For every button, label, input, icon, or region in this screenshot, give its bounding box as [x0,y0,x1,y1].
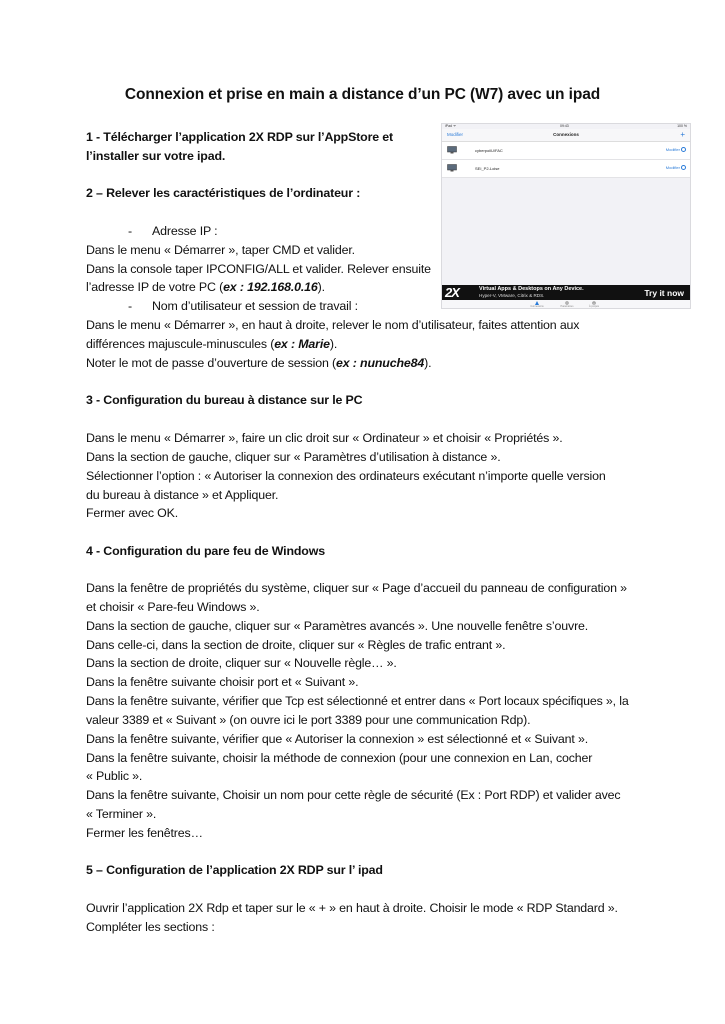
ipad-tab-settings[interactable] [555,301,579,308]
s4-heading: 4 - Configuration du pare feu de Windows [86,544,325,558]
ipad-banner-line-1: Virtual Apps & Desktops on Any Device. [479,286,584,292]
s4-line-12: Dans la fenêtre suivante, Choisir un nom pour cette règle de sécurité (Ex : Port RDP) et valider avec [86,788,621,802]
s2-l5-post: ). [329,337,338,351]
s2-heading: 2 – Relever les caractéristiques de l’ordinateur : [86,186,361,200]
s2-l6-post: ). [424,356,432,370]
ipad-connection-row[interactable] [442,160,690,178]
ipad-banner-logo: 2X [445,285,459,300]
s2-user-label: Nom d’utilisateur et session de travail : [152,299,358,313]
computer-icon [447,164,457,172]
bullet-dash: - [128,224,132,238]
s2-line-6 [86,355,431,371]
ipad-banner-cta[interactable]: Try it now [644,288,684,298]
ipad-screenshot [441,123,691,309]
s2-l3-post: ). [317,280,325,294]
s2-bullet-ip [128,223,217,239]
document-title: Connexion et prise en main a distance d’un PC (W7) avec un ipad [124,86,601,103]
ipad-status-time: 09:43 [560,124,569,128]
ipad-connection-name: SEI_P2-Loise [475,166,500,171]
ipad-connection-row[interactable] [442,142,690,160]
info-icon [681,165,686,170]
s2-line-4: Dans le menu « Démarrer », en haut à droite, relever le nom d’utilisateur, faites attention aux [86,318,580,332]
s4-line-11: « Public ». [86,769,143,783]
s2-ip-label: Adresse IP : [152,224,218,238]
ipad-modify-button[interactable] [666,165,686,170]
s4-line-13: « Terminer ». [86,807,157,821]
ipad-tab-label: Paramètres [560,305,574,308]
info-icon [681,147,686,152]
ipad-banner-line-2: Hyper-V, VMware, Citrix & RDS. [479,293,545,298]
ipad-tab-label: Connexions [530,305,544,308]
computer-icon [447,146,457,154]
ipad-status-battery: 100 % [677,124,687,128]
s5-heading: 5 – Configuration de l’application 2X RDP sur l’ ipad [86,863,383,877]
s4-line-6: Dans la fenêtre suivante choisir port et « Suivant ». [86,675,359,689]
ipad-modify-label: Modifier [665,147,680,152]
ipad-ad-banner[interactable] [442,285,690,300]
s2-user-example: ex : Marie [274,337,330,351]
s4-line-4: Dans celle-ci, dans la section de droite, cliquer sur « Règles de trafic entrant ». [86,638,506,652]
s4-line-1: Dans la fenêtre de propriétés du système, cliquer sur « Page d’accueil du panneau de configuration » [86,581,627,595]
s5-line-2: Compléter les sections : [86,920,215,934]
ipad-nav-title: Connexions [553,132,579,137]
ipad-tab-about[interactable] [582,301,606,308]
s2-line-1: Dans le menu « Démarrer », taper CMD et valider. [86,243,355,257]
ipad-status-left: iPad ᯤ [445,124,457,128]
s2-line-3 [86,279,325,295]
ipad-tab-connections[interactable] [525,301,549,308]
s4-line-5: Dans la section de droite, cliquer sur « Nouvelle règle… ». [86,656,397,670]
s2-line-2: Dans la console taper IPCONFIG/ALL et valider. Relever ensuite [86,262,431,276]
ipad-modify-label: Modifier [665,165,680,170]
s2-bullet-user [128,298,358,314]
s2-password-example: ex : nunuche84 [336,356,425,370]
s4-line-7: Dans la fenêtre suivante, vérifier que Tcp est sélectionné et entrer dans « Port locaux spécifiques », la [86,694,629,708]
s2-l3-pre: l’adresse IP de votre PC ( [86,280,224,294]
s1-line-1: 1 - Télécharger l’application 2X RDP sur l’AppStore et [86,130,394,144]
s3-line-3: Sélectionner l’option : « Autoriser la connexion des ordinateurs exécutant n’importe quelle version [86,469,606,483]
ipad-modify-button[interactable] [666,147,686,152]
s4-line-10: Dans la fenêtre suivante, choisir la méthode de connexion (pour une connexion en Lan, cocher [86,751,593,765]
s4-line-2: et choisir « Pare-feu Windows ». [86,600,260,614]
s2-l6-pre: Noter le mot de passe d’ouverture de session ( [86,356,336,370]
ipad-tab-label: À propos [588,305,599,308]
bullet-dash: - [128,299,132,313]
s3-line-4: du bureau à distance » et Appliquer. [86,488,279,502]
s4-line-8: valeur 3389 et « Suivant » (on ouvre ici le port 3389 pour une communication Rdp). [86,713,531,727]
s4-line-14: Fermer les fenêtres… [86,826,203,840]
s3-line-2: Dans la section de gauche, cliquer sur « Paramètres d’utilisation à distance ». [86,450,501,464]
s4-line-9: Dans la fenêtre suivante, vérifier que « Autoriser la connexion » est sélectionné et « Suivant ». [86,732,589,746]
s2-l5-pre: différences majuscule-minuscules ( [86,337,275,351]
s5-line-1: Ouvrir l’application 2X Rdp et taper sur le « + » en haut à droite. Choisir le mode « RDP Standard ». [86,901,618,915]
s3-heading: 3 - Configuration du bureau à distance sur le PC [86,393,363,407]
s3-line-1: Dans le menu « Démarrer », faire un clic droit sur « Ordinateur » et choisir « Propriétés ». [86,431,563,445]
s4-line-3: Dans la section de gauche, cliquer sur « Paramètres avancés ». Une nouvelle fenêtre s’ouvre. [86,619,589,633]
s2-ip-example: ex : 192.168.0.16 [223,280,318,294]
ipad-tab-bar [442,300,690,309]
ipad-add-button[interactable]: + [680,130,685,139]
s2-line-5 [86,336,337,352]
ipad-nav-bar [442,129,690,142]
s1-line-2: l’installer sur votre ipad. [86,149,226,163]
ipad-connection-name: cyberpoilU/FAC [475,148,503,153]
s3-line-5: Fermer avec OK. [86,506,179,520]
ipad-edit-button[interactable]: Modifier [447,132,464,137]
